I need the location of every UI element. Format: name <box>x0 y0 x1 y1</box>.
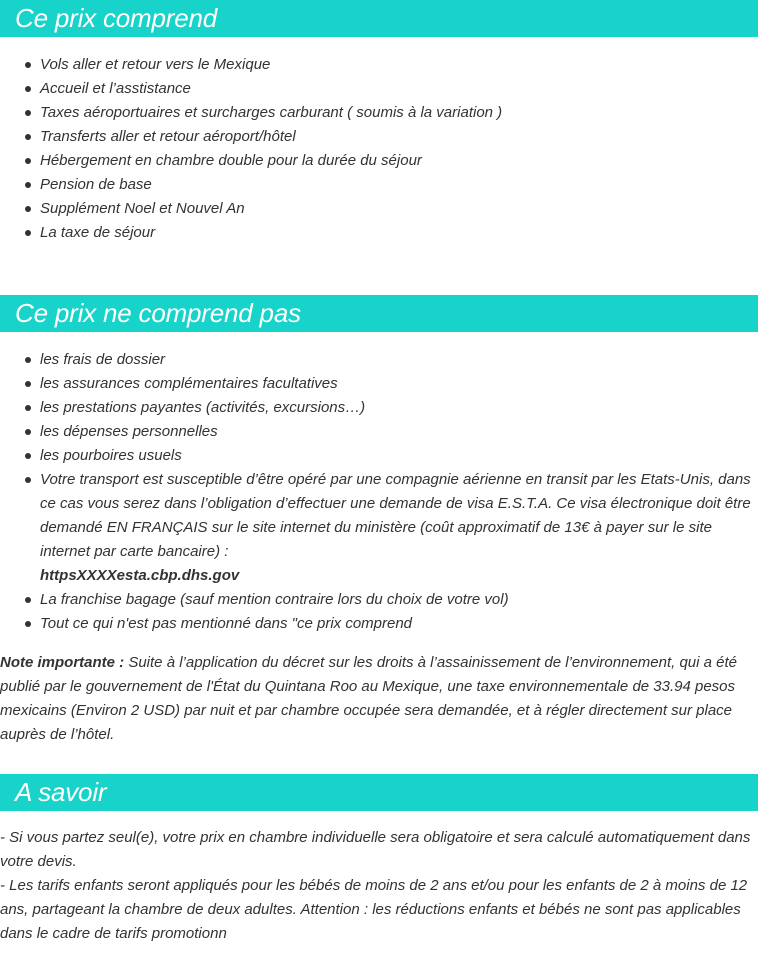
bullet-icon <box>25 206 31 212</box>
list-item: La franchise bagage (sauf mention contraire lors du choix de votre vol) <box>0 588 758 612</box>
list-item: Hébergement en chambre double pour la durée du séjour <box>0 149 758 173</box>
list-item: les assurances complémentaires facultatives <box>0 372 758 396</box>
bullet-icon <box>25 405 31 411</box>
bullet-icon <box>25 182 31 188</box>
section-title-includes: Ce prix comprend <box>0 0 758 37</box>
list-item: Votre transport est susceptible d’être opéré par une compagnie aérienne en transit par les Etats-Unis, dans ce cas vous serez dans l’obligation d’effectuer une demande de visa E.S.T.A. Ce visa électronique doit être demandé EN FRANÇAIS sur le site internet du ministère (coût approximatif de 13€ à payer sur le site internet par carte bancaire) : httpsXXXXesta.cbp.dhs.gov <box>0 468 758 588</box>
bullet-icon <box>25 453 31 459</box>
bullet-icon <box>25 357 31 363</box>
bullet-icon <box>25 429 31 435</box>
list-item: Supplément Noel et Nouvel An <box>0 197 758 221</box>
bullet-icon <box>25 381 31 387</box>
list-item: les dépenses personnelles <box>0 420 758 444</box>
excludes-list <box>0 348 758 636</box>
list-item: Accueil et l’asstistance <box>0 77 758 101</box>
includes-list <box>0 53 758 245</box>
list-item: Pension de base <box>0 173 758 197</box>
list-item: La taxe de séjour <box>0 221 758 245</box>
bullet-icon <box>25 597 31 603</box>
list-item: Tout ce qui n'est pas mentionné dans "ce prix comprend <box>0 612 758 636</box>
section-title-savoir: A savoir <box>0 774 758 811</box>
bullet-icon <box>25 621 31 627</box>
bullet-icon <box>25 134 31 140</box>
bullet-icon <box>25 62 31 68</box>
list-item: les prestations payantes (activités, excursions…) <box>0 396 758 420</box>
important-note <box>0 651 758 747</box>
list-item: Vols aller et retour vers le Mexique <box>0 53 758 77</box>
bullet-icon <box>25 230 31 236</box>
visa-url-link[interactable]: httpsXXXXesta.cbp.dhs.gov <box>40 567 240 584</box>
note-label: Note importante : <box>0 654 125 671</box>
bullet-icon <box>25 158 31 164</box>
bullet-icon <box>25 86 31 92</box>
savoir-paragraph: - Si vous partez seul(e), votre prix en chambre individuelle sera obligatoire et sera calculé automatiquement dans votre devis. <box>0 829 751 870</box>
section-title-excludes: Ce prix ne comprend pas <box>0 295 758 332</box>
list-item: Taxes aéroportuaires et surcharges carburant ( soumis à la variation ) <box>0 101 758 125</box>
list-item: Transferts aller et retour aéroport/hôtel <box>0 125 758 149</box>
savoir-content <box>0 826 754 946</box>
savoir-paragraph: - Les tarifs enfants seront appliqués pour les bébés de moins de 2 ans et/ou pour les enfants de 2 à moins de 12 ans, partageant la chambre de deux adultes. Attention : les réductions enfants et bébés ne sont pas applicables dans le cadre de tarifs promotionn <box>0 877 748 942</box>
list-item: les frais de dossier <box>0 348 758 372</box>
bullet-icon <box>25 477 31 483</box>
note-text: Suite à l’application du décret sur les droits à l’assainissement de l’environnement, qui a été publié par le gouvernement de l'État du Quintana Roo au Mexique, une taxe environnementale de 33.94 pesos mexicains (Environ 2 USD) par nuit et par chambre occupée sera demandée, et à régler directement sur place auprès de l’hôtel. <box>0 654 738 743</box>
bullet-icon <box>25 110 31 116</box>
list-item: les pourboires usuels <box>0 444 758 468</box>
